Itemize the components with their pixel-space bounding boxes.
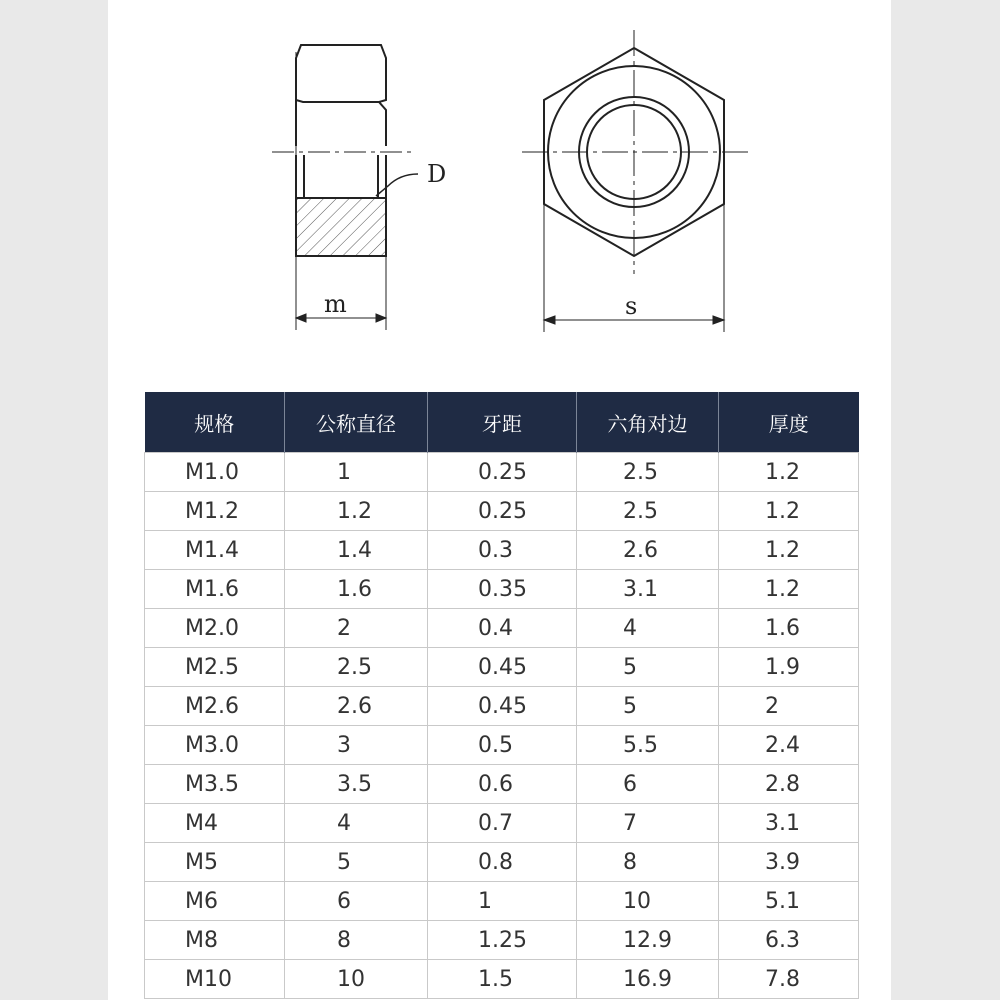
- table-row: [145, 921, 859, 960]
- table-row: [145, 765, 859, 804]
- cell-pitch: 0.45: [428, 687, 577, 726]
- cell-thickness: 2.8: [719, 765, 859, 804]
- header-hex-across-flats: 六角对边: [577, 392, 719, 453]
- cell-across-flats: 2.5: [577, 492, 719, 531]
- cell-diameter: 2.5: [285, 648, 428, 687]
- cell-diameter: 4: [285, 804, 428, 843]
- hex-nut-drawing: [0, 0, 1000, 380]
- cell-pitch: 0.25: [428, 453, 577, 492]
- cell-pitch: 1.5: [428, 960, 577, 999]
- cell-thickness: 3.1: [719, 804, 859, 843]
- table-row: [145, 726, 859, 765]
- table-row: [145, 843, 859, 882]
- table-row: [145, 492, 859, 531]
- label-m: m: [324, 290, 347, 318]
- cell-across-flats: 3.1: [577, 570, 719, 609]
- cell-pitch: 0.3: [428, 531, 577, 570]
- label-d: D: [427, 160, 447, 188]
- cell-thickness: 1.9: [719, 648, 859, 687]
- nut-side-view: [296, 45, 386, 330]
- cell-pitch: 0.4: [428, 609, 577, 648]
- cell-diameter: 10: [285, 960, 428, 999]
- cell-thickness: 1.2: [719, 492, 859, 531]
- cell-across-flats: 4: [577, 609, 719, 648]
- d-leader-line: [376, 174, 418, 196]
- cell-spec: M2.5: [145, 648, 285, 687]
- cell-pitch: 1: [428, 882, 577, 921]
- cell-spec: M1.4: [145, 531, 285, 570]
- cell-diameter: 1.6: [285, 570, 428, 609]
- table-header-row: [145, 392, 859, 453]
- cell-thickness: 5.1: [719, 882, 859, 921]
- label-s: s: [625, 292, 638, 320]
- header-spec: 规格: [145, 392, 285, 453]
- cell-thickness: 1.2: [719, 453, 859, 492]
- cell-pitch: 0.35: [428, 570, 577, 609]
- cell-thickness: 1.2: [719, 570, 859, 609]
- cell-spec: M6: [145, 882, 285, 921]
- cell-thickness: 6.3: [719, 921, 859, 960]
- table-row: [145, 453, 859, 492]
- cell-spec: M2.0: [145, 609, 285, 648]
- nut-spec-table: [144, 392, 859, 999]
- table-row: [145, 648, 859, 687]
- cell-across-flats: 6: [577, 765, 719, 804]
- cell-spec: M1.6: [145, 570, 285, 609]
- cell-thickness: 7.8: [719, 960, 859, 999]
- cell-spec: M10: [145, 960, 285, 999]
- cell-spec: M4: [145, 804, 285, 843]
- cell-thickness: 1.6: [719, 609, 859, 648]
- cell-across-flats: 12.9: [577, 921, 719, 960]
- cell-pitch: 0.8: [428, 843, 577, 882]
- cell-across-flats: 2.5: [577, 453, 719, 492]
- cell-spec: M5: [145, 843, 285, 882]
- table-row: [145, 609, 859, 648]
- cell-across-flats: 8: [577, 843, 719, 882]
- table-row: [145, 687, 859, 726]
- cell-thickness: 3.9: [719, 843, 859, 882]
- cell-diameter: 1.2: [285, 492, 428, 531]
- cell-diameter: 1.4: [285, 531, 428, 570]
- cell-diameter: 3: [285, 726, 428, 765]
- cell-pitch: 0.5: [428, 726, 577, 765]
- table-row: [145, 531, 859, 570]
- cell-diameter: 1: [285, 453, 428, 492]
- cell-across-flats: 7: [577, 804, 719, 843]
- cell-pitch: 0.45: [428, 648, 577, 687]
- table-row: [145, 570, 859, 609]
- cell-pitch: 1.25: [428, 921, 577, 960]
- cell-across-flats: 10: [577, 882, 719, 921]
- header-thread-pitch: 牙距: [428, 392, 577, 453]
- cell-spec: M3.0: [145, 726, 285, 765]
- cell-diameter: 2: [285, 609, 428, 648]
- cell-diameter: 6: [285, 882, 428, 921]
- cell-spec: M1.0: [145, 453, 285, 492]
- cell-across-flats: 5: [577, 687, 719, 726]
- cell-across-flats: 16.9: [577, 960, 719, 999]
- cell-diameter: 5: [285, 843, 428, 882]
- cell-pitch: 0.6: [428, 765, 577, 804]
- cell-across-flats: 2.6: [577, 531, 719, 570]
- cell-pitch: 0.7: [428, 804, 577, 843]
- cell-diameter: 2.6: [285, 687, 428, 726]
- header-thickness: 厚度: [719, 392, 859, 453]
- cell-spec: M3.5: [145, 765, 285, 804]
- table-row: [145, 960, 859, 999]
- cell-spec: M1.2: [145, 492, 285, 531]
- cell-spec: M8: [145, 921, 285, 960]
- cell-diameter: 8: [285, 921, 428, 960]
- table-row: [145, 804, 859, 843]
- cell-thickness: 2: [719, 687, 859, 726]
- cell-across-flats: 5.5: [577, 726, 719, 765]
- cell-diameter: 3.5: [285, 765, 428, 804]
- cell-thickness: 1.2: [719, 531, 859, 570]
- cell-spec: M2.6: [145, 687, 285, 726]
- table-row: [145, 882, 859, 921]
- cell-across-flats: 5: [577, 648, 719, 687]
- cell-pitch: 0.25: [428, 492, 577, 531]
- cell-thickness: 2.4: [719, 726, 859, 765]
- header-nominal-diameter: 公称直径: [285, 392, 428, 453]
